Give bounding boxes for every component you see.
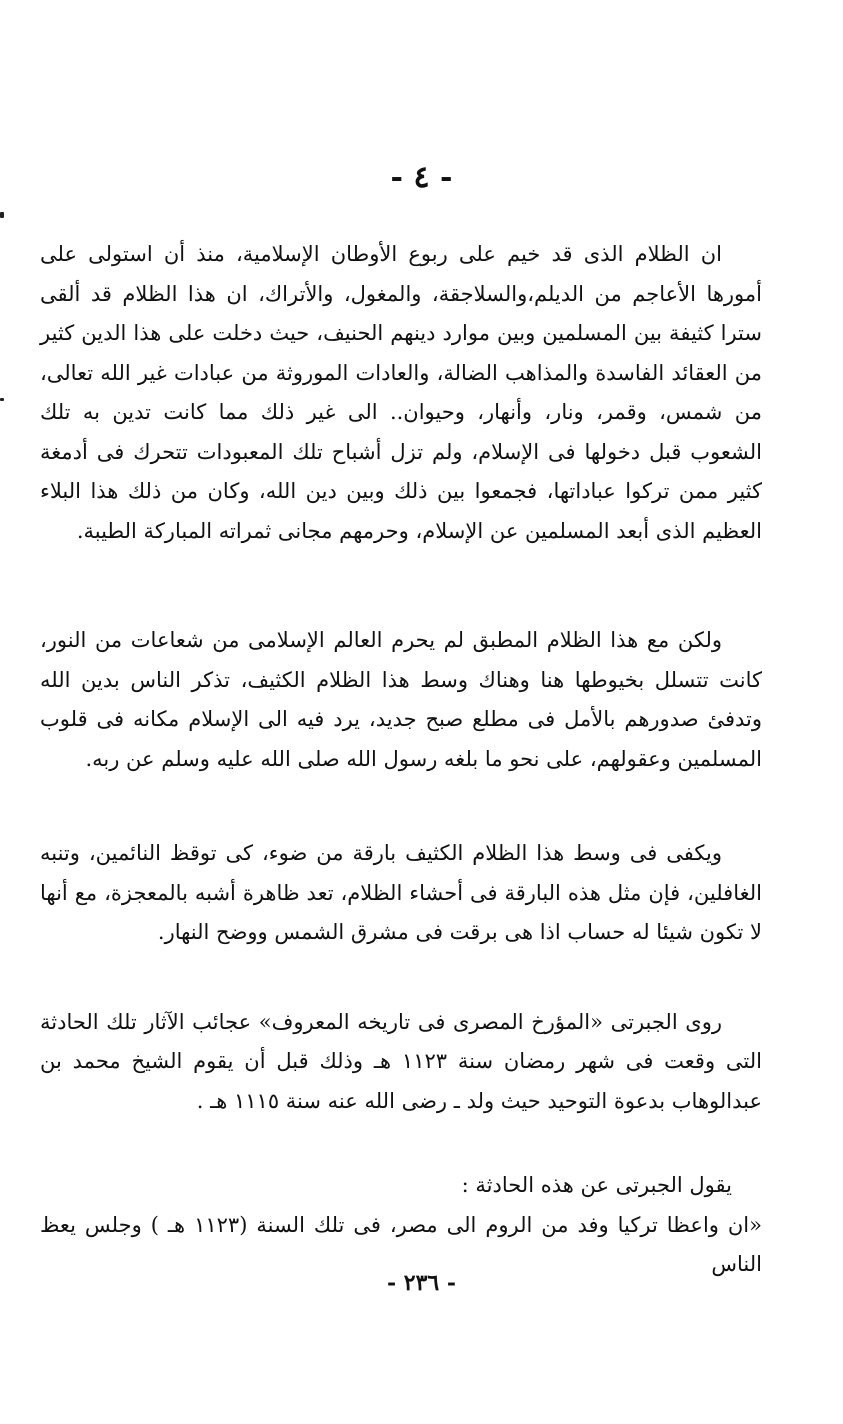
section-number: - ٤ - (390, 160, 453, 195)
body-text (40, 235, 762, 1285)
scan-edge-mark (0, 398, 4, 401)
quote-text: «ان واعظا تركيا وفد من الروم الى مصر، فى تلك السنة (١١٢٣ هـ ) وجلس يعظ الناس (40, 1212, 762, 1276)
paragraph: ويكفى فى وسط هذا الظلام الكثيف بارقة من ضوء، كى توقظ النائمين، وتنبه الغافلين، فإن مثل هذه البارقة فى أحشاء الظلام، تعد ظاهرة أشبه بالمعجزة، مع أنها لا تكون شيئا له حساب اذا هى برقت فى مشرق الشمس ووضح النهار. (40, 841, 762, 944)
scan-edge-mark (0, 212, 4, 218)
page-number: - ٢٣٦ - (386, 1270, 457, 1296)
paragraph: ولكن مع هذا الظلام المطبق لم يحرم العالم الإسلامى من شعاعات من النور، كانت تتسلل بخيوطها هنا وهناك وسط هذا الظلام الكثيف، تذكر الناس بدين الله وتدفئ صدورهم بالأمل فى مطلع صبح جديد، يرد فيه الى الإسلام مكانه فى قلوب المسلمين وعقولهم، على نحو ما بلغه رسول الله صلى الله عليه وسلم عن ربه. (40, 628, 763, 771)
paragraph: ان الظلام الذى قد خيم على ربوع الأوطان الإسلامية، منذ أن استولى على أمورها الأعاجم من الديلم،والسلاجقة، والمغول، والأتراك، ان هذا الظلام قد ألقى سترا كثيفة بين المسلمين وبين موارد دينهم الحنيف، حيث دخلت على هذا الدين كثير من العقائد الفاسدة والمذاهب الضالة، والعادات الموروثة من عبادات غير الله تعالى، من شمس، وقمر، ونار، وأنهار، وحيوان.. الى غير ذلك مما كانت تدين به تلك الشعوب قبل دخولها فى الإسلام، ولم تزل أشباح تلك المعبودات تتحرك فى أدمغة كثير ممن تركوا عباداتها، فجمعوا بين ذلك وبين دين الله، وكان من ذلك هذا البلاء العظيم الذى أبعد المسلمين عن الإسلام، وحرمهم مجانى ثمراته المباركة الطيبة. (40, 242, 762, 543)
quote-intro: يقول الجبرتى عن هذه الحادثة : (461, 1173, 732, 1197)
paragraph: روى الجبرتى «المؤرخ المصرى فى تاريخه المعروف» عجائب الآثار تلك الحادثة التى وقعت فى شهر رمضان سنة ١١٢٣ هـ وذلك قبل أن يقوم الشيخ محمد بن عبدالوهاب بدعوة التوحيد حيث ولد ـ رضى الله عنه سنة ١١١٥ هـ . (40, 1009, 763, 1113)
